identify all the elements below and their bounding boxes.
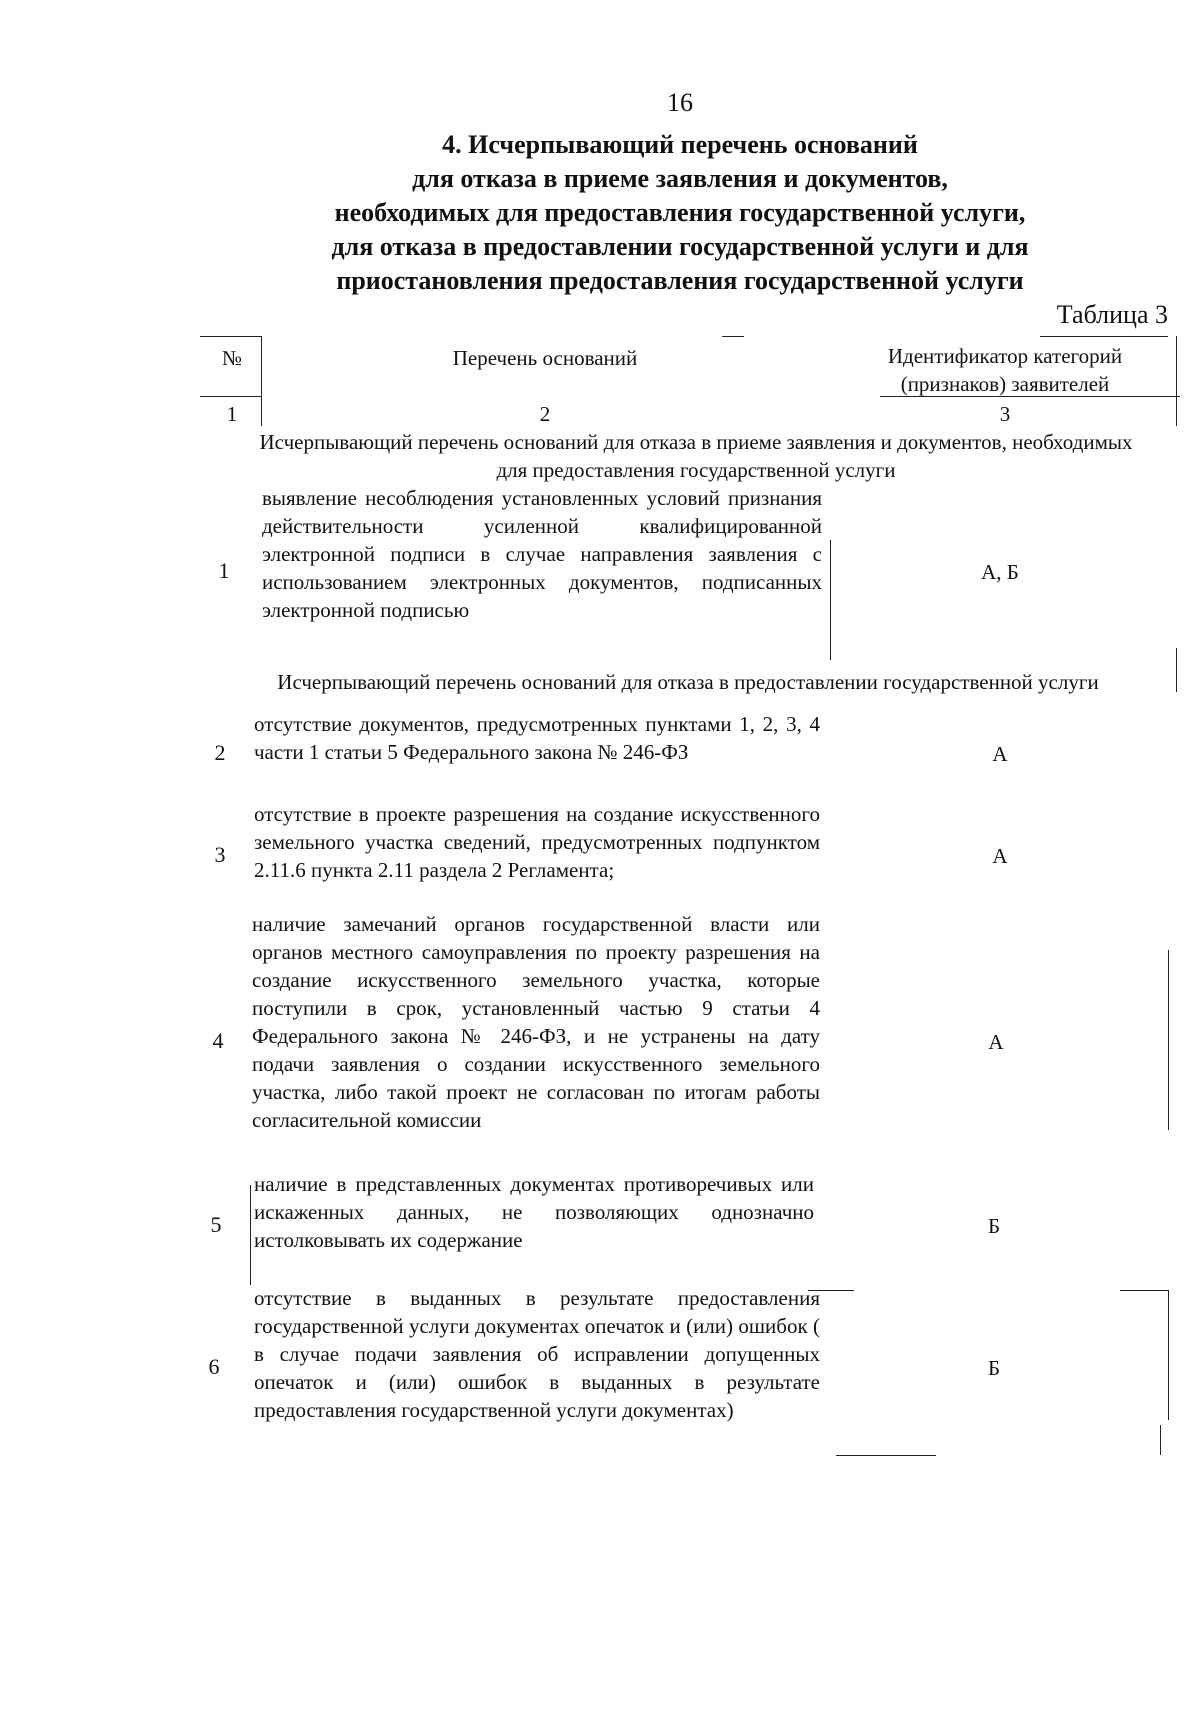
row-category: А, Б (981, 560, 1019, 584)
header-applicant-category: Идентификатор категорий (признаков) заявителей (887, 344, 1123, 396)
section-heading (260, 128, 1100, 298)
table-border-line (200, 336, 262, 337)
row-text: отсутствие в выданных в результате предоставления государственной услуги документах опечаток и (или) ошибок ( в случае подачи заявления об исправлении допущенных опечаток и (или) ошибок в выданных в результате предоставления государственной услуги документах) (254, 1286, 820, 1422)
table-border-line (1120, 1290, 1168, 1291)
row-category: А (992, 844, 1008, 868)
table-border-line (1176, 336, 1177, 426)
section-title-refusal-acceptance: Исчерпывающий перечень оснований для отказа в приеме заявления и документов, необходимых для предоставления государственной услуги (259, 430, 1133, 482)
header-grounds: Перечень оснований (452, 346, 638, 370)
row-number: 1 (218, 558, 230, 583)
row-number: 4 (212, 1028, 224, 1053)
heading-line: 4. Исчерпывающий перечень оснований (442, 130, 918, 159)
section-title-refusal-service: Исчерпывающий перечень оснований для отказа в предоставлении государственной услуги (277, 670, 1099, 694)
table-border-line (1160, 1425, 1161, 1455)
row-text: отсутствие в проекте разрешения на создание искусственного земельного участка сведений, предусмотренных подпунктом 2.11.6 пункта 2.11 раздела 2 Регламента; (254, 802, 820, 882)
table-border-line (1168, 1290, 1169, 1420)
table-border-line (250, 1185, 251, 1285)
row-number: 5 (210, 1212, 222, 1237)
column-number: 2 (539, 402, 551, 426)
row-number: 2 (214, 740, 226, 765)
table-border-line (722, 336, 744, 337)
table-label: Таблица 3 (1056, 300, 1168, 329)
column-number: 1 (226, 402, 238, 426)
table-border-line (1040, 336, 1168, 337)
row-category: Б (987, 1214, 1001, 1238)
heading-line: для отказа в приеме заявления и документов, (412, 164, 948, 193)
heading-line: для отказа в предоставлении государственной услуги и для (331, 232, 1029, 261)
table-border-line (200, 396, 262, 397)
table-border-line (1176, 648, 1177, 692)
row-number: 3 (214, 842, 226, 867)
row-category: А (988, 1030, 1004, 1054)
heading-line: необходимых для предоставления государственной услуги, (334, 198, 1026, 227)
row-text: выявление несоблюдения установленных условий признания действительности усиленной квалифицированной электронной подписи в случае направления заявления с использованием электронных документов, подписанных электронной подписью (262, 486, 822, 622)
page-number: 16 (667, 88, 693, 117)
table-border-line (830, 540, 831, 660)
row-category: Б (987, 1356, 1001, 1380)
row-text: наличие замечаний органов государственной власти или органов местного самоуправления по проекту разрешения на создание искусственного земельного участка, которые поступили в срок, установленный частью 9 статьи 4 Федерального закона № 246-ФЗ, и не устранены на дату подачи заявления о создании искусственного земельного участка, либо такой проект не согласован по итогам работы согласительной комиссии (252, 912, 820, 1132)
table-border-line (261, 336, 262, 426)
table-border-line (1168, 950, 1169, 1130)
row-text: отсутствие документов, предусмотренных пунктами 1, 2, 3, 4 части 1 статьи 5 Федерального закона № 246-ФЗ (254, 712, 820, 764)
heading-line: приостановления предоставления государственной услуги (336, 266, 1024, 295)
row-category: А (992, 742, 1008, 766)
table-border-line (836, 1455, 936, 1456)
row-number: 6 (208, 1354, 220, 1379)
header-number: № (221, 346, 243, 370)
row-text: наличие в представленных документах противоречивых или искаженных данных, не позволяющих однозначно истолковывать их содержание (254, 1172, 814, 1252)
column-number: 3 (999, 402, 1011, 426)
